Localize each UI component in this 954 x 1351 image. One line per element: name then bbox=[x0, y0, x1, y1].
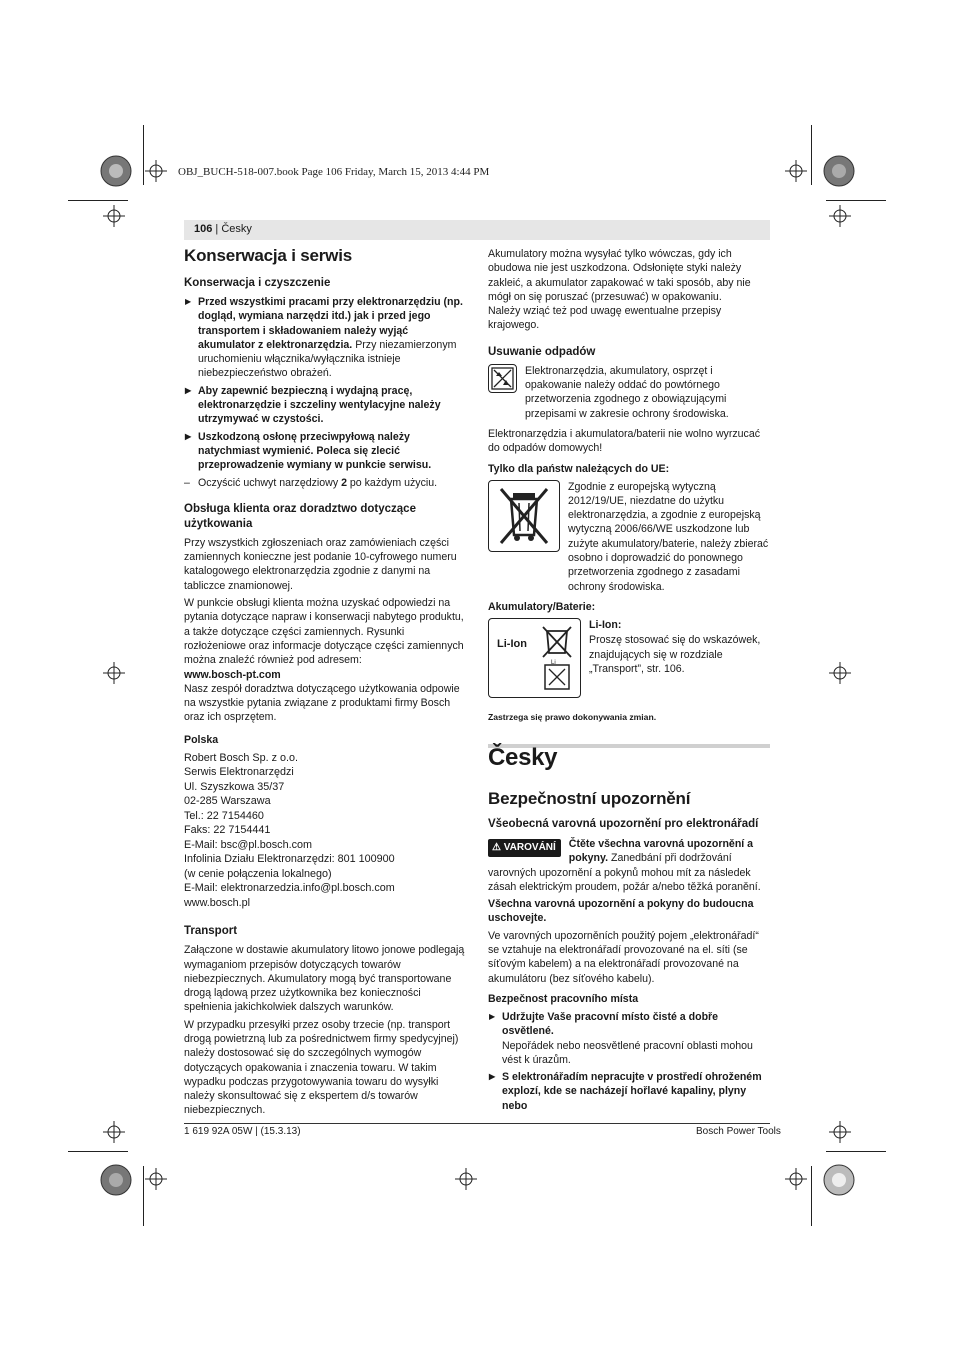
subsection-title: Konserwacja i czyszczenie bbox=[184, 277, 331, 289]
paragraph: Należy wziąć też pod uwagę ewentualne przepisy krajowego. bbox=[488, 305, 722, 332]
address-line: Serwis Elektronarzędzi bbox=[184, 766, 294, 779]
address-line: Infolinia Działu Elektronarzędzi: 801 100900 bbox=[184, 853, 395, 866]
crosshair-icon bbox=[829, 205, 851, 227]
bullet-item: ▶ S elektronářadím nepracujte v prostředí ohroženém explozí, kde se nacházejí hořlavé kapaliny, plyny nebo bbox=[488, 1070, 770, 1113]
address-line: (w cenie połączenia lokalnego) bbox=[184, 867, 332, 880]
address-line: Ul. Szyszkowa 35/37 bbox=[184, 780, 285, 793]
paragraph: Proszę stosować się do wskazówek, znajdujących się w rozdziale „Transport”, str. 106. bbox=[589, 634, 761, 675]
country-heading: Polska bbox=[184, 733, 219, 746]
print-slug: OBJ_BUCH-518-007.book Page 106 Friday, March 15, 2013 4:44 PM bbox=[178, 166, 490, 178]
recycling-icon bbox=[488, 364, 517, 393]
bullet-item: ▶ Uszkodzoną osłonę przeciwpyłową należy natychmiast wymienić. Poleca się zlecić przeprowadzenie wymiany w punkcie serwisu. bbox=[184, 430, 466, 473]
section-title: Bezpečnostní upozornění bbox=[488, 789, 691, 808]
right-column bbox=[488, 247, 770, 727]
crosshair-icon bbox=[829, 662, 851, 684]
part-number: 2 bbox=[341, 476, 347, 489]
paragraph: W punkcie obsługi klienta można uzyskać odpowiedzi na pytania dotyczące napraw i konserwacji nabytego produktu, a także dotyczące części zamiennych. Rysunki rozłożeniowe oraz informacje dotyczące części zamiennych można znaleźć również pod adresem: bbox=[184, 597, 464, 667]
paragraph: Elektronarzędzia i akumulatora/baterii nie wolno wyrzucać do odpadów domowych! bbox=[488, 427, 761, 455]
header-separator: | bbox=[215, 223, 219, 235]
crosshair-icon bbox=[145, 160, 167, 182]
bullet-text: Przy niezamierzonym uruchomieniu włącznika/wyłącznika istnieje niebezpieczeństwo obrażeń. bbox=[198, 338, 457, 380]
registration-target-icon bbox=[823, 1164, 855, 1196]
disposal-row bbox=[488, 364, 770, 421]
crosshair-icon bbox=[785, 160, 807, 182]
bullet-item: ▶ Aby zapewnić bezpieczną i wydajną pracę, elektronarzędzie i szczeliny wentylacyjne należy utrzymywać w czystości. bbox=[184, 384, 466, 427]
warning-badge-label: VAROVÁNÍ bbox=[503, 842, 556, 853]
address-line[interactable]: www.bosch.pl bbox=[184, 896, 251, 909]
dash-text: po każdym użyciu. bbox=[346, 476, 438, 489]
workplace-heading: Bezpečnost pracovního místa bbox=[488, 992, 639, 1005]
section-title: Konserwacja i serwis bbox=[184, 246, 352, 265]
running-header bbox=[184, 220, 770, 240]
paragraph: Załączone w dostawie akumulatory litowo jonowe podlegają wymaganiom przepisów dotyczących towarów niebezpiecznych. Akumulatory mogą być transportowane drogą lądową przez użytkownika bez konieczności spełnienia jakichkolwiek dalszych warunków. bbox=[184, 944, 465, 1014]
paragraph: Akumulatory można wysyłać tylko wówczas, gdy ich obudowa nie jest uszkodzona. Odsłonięte styki należy zakleić, a akumulator zapakować w taki sposób, aby nie mógł on się poruszać (przesuwać) w opakowaniu. bbox=[488, 248, 751, 303]
left-column bbox=[184, 244, 466, 1121]
warning-bold-text: Čtěte všechna varovná upozornění a pokyny. bbox=[568, 838, 754, 865]
address-line: Tel.: 22 7154460 bbox=[184, 809, 264, 822]
website-link[interactable]: www.bosch-pt.com bbox=[184, 668, 281, 681]
address-line[interactable]: E-Mail: bsc@pl.bosch.com bbox=[184, 838, 312, 851]
address-line: Robert Bosch Sp. z o.o. bbox=[184, 751, 299, 764]
paragraph: Zgodnie z europejską wytyczną 2012/19/UE, niezdatne do użytku elektronarzędzia, a zgodnie z europejską wytyczną 2006/66/WE uszkodzone lub zużyte akumulatory/baterie, należy zbierać osobno i doprowadzić do ponownego przetworzenia zgodnego z zasadami ochrony środowiska. bbox=[568, 480, 769, 593]
subsection-title: Všeobecná varovná upozornění pro elektronářadí bbox=[488, 818, 759, 830]
keep-instructions: Všechna varovná upozornění a pokyny do budoucna uschovejte. bbox=[488, 898, 754, 925]
footer-rule bbox=[184, 1123, 770, 1124]
warning-triangle-icon: ⚠ bbox=[492, 842, 501, 853]
crosshair-icon bbox=[829, 1121, 851, 1143]
eu-heading: Tylko dla państw należących do UE: bbox=[488, 462, 670, 475]
bullet-item bbox=[488, 1010, 770, 1067]
page-number: 106 bbox=[194, 223, 213, 235]
language-title: Česky bbox=[488, 744, 558, 771]
crosshair-icon bbox=[785, 1168, 807, 1190]
bullet-item bbox=[184, 295, 466, 381]
liion-symbol-box bbox=[488, 618, 581, 698]
li-small-label: Li bbox=[551, 659, 556, 666]
address-line[interactable]: E-Mail: elektronarzedzia.info@pl.bosch.com bbox=[184, 882, 395, 895]
header-language: Česky bbox=[221, 223, 252, 235]
paragraph: Elektronarzędzia, akumulatory, osprzęt i opakowanie należy oddać do powtórnego przetworzenia zgodnego z obowiązującymi przepisami w zakresie ochrony środowiska. bbox=[525, 364, 729, 420]
liion-row bbox=[488, 618, 770, 698]
crosshair-icon bbox=[103, 1121, 125, 1143]
liion-heading: Li-Ion: bbox=[589, 618, 622, 631]
address-line: Faks: 22 7154441 bbox=[184, 824, 271, 837]
subsection-title: Usuwanie odpadów bbox=[488, 345, 596, 358]
footer-code: 1 619 92A 05W | (15.3.13) bbox=[184, 1126, 301, 1137]
bullet-bold-text: Przed wszystkimi pracami przy elektronarzędziu (np. dogląd, wymiana narzędzi itd.) jak i przed jego transportem i składowaniem należy wyjąć akumulator z elektronarzędzia. bbox=[198, 296, 463, 351]
liion-label: Li-Ion bbox=[497, 637, 527, 650]
subsection-title: Obsługa klienta oraz doradztwo dotyczące użytkowania bbox=[184, 502, 416, 530]
crossed-bin-icon bbox=[488, 480, 560, 552]
paragraph: W przypadku przesyłki przez osoby trzecie (np. transport drogą powietrzną lub za pośrednictwem firmy spedycyjnej) należy dostosować się do szczególnych wymogów dotyczących opakowania i znaczenia towaru. W takim wypadku podczas przygotowywania towaru do wysyłki należy skonsultować się z ekspertem d/s towarów niebezpiecznych. bbox=[184, 1018, 459, 1117]
battery-bin-icon bbox=[539, 621, 575, 693]
crosshair-icon bbox=[103, 662, 125, 684]
liion-note bbox=[589, 618, 770, 698]
czech-column bbox=[488, 787, 770, 1116]
crosshair-icon bbox=[103, 205, 125, 227]
crosshair-icon bbox=[455, 1168, 477, 1190]
bullet-text: Nepořádek nebo neosvětlené pracovní oblasti mohou vést k úrazům. bbox=[502, 1039, 753, 1066]
paragraph: Ve varovných upozorněních použitý pojem „elektronářadí“ se vztahuje na elektronářadí provozované na el. síti (se síťovým kabelem) a na elektronářadí provozované na akumulátoru (bez síťového kabelu). bbox=[488, 929, 759, 985]
change-notice: Zastrzega się prawo dokonywania zmian. bbox=[488, 711, 657, 722]
warning-badge bbox=[488, 839, 561, 857]
warning-paragraph bbox=[488, 837, 770, 894]
batteries-heading: Akumulatory/Baterie: bbox=[488, 600, 596, 613]
footer-brand: Bosch Power Tools bbox=[696, 1126, 781, 1137]
dash-item bbox=[184, 476, 466, 490]
paragraph: Nasz zespół doradztwa dotyczącego użytkowania odpowie na wszystkie pytania związane z produktami firmy Bosch oraz ich osprzętem. bbox=[184, 682, 460, 724]
paragraph: Przy wszystkich zgłoszeniach oraz zamówieniach części zamiennych konieczne jest podanie 10-cyfrowego numeru katalogowego elektronarzędzia zgodnie z danymi na tabliczce znamionowej. bbox=[184, 536, 457, 592]
registration-target-icon bbox=[100, 1164, 132, 1196]
subsection-title: Transport bbox=[184, 925, 238, 938]
crosshair-icon bbox=[145, 1168, 167, 1190]
registration-target-icon bbox=[823, 155, 855, 187]
dash-text: Oczyścić uchwyt narzędziowy bbox=[198, 476, 342, 489]
address-line: 02-285 Warszawa bbox=[184, 795, 271, 808]
address-block bbox=[184, 751, 466, 911]
warning-text: Zanedbání při dodržování varovných upozornění a pokynů mohou mít za následek zásah elektrickým proudem, požár a/nebo těžká poranění. bbox=[488, 852, 761, 893]
bullet-bold-text: Udržujte Vaše pracovní místo čisté a dobře osvětlené. bbox=[502, 1010, 719, 1038]
eu-row bbox=[488, 480, 770, 594]
registration-target-icon bbox=[100, 155, 132, 187]
